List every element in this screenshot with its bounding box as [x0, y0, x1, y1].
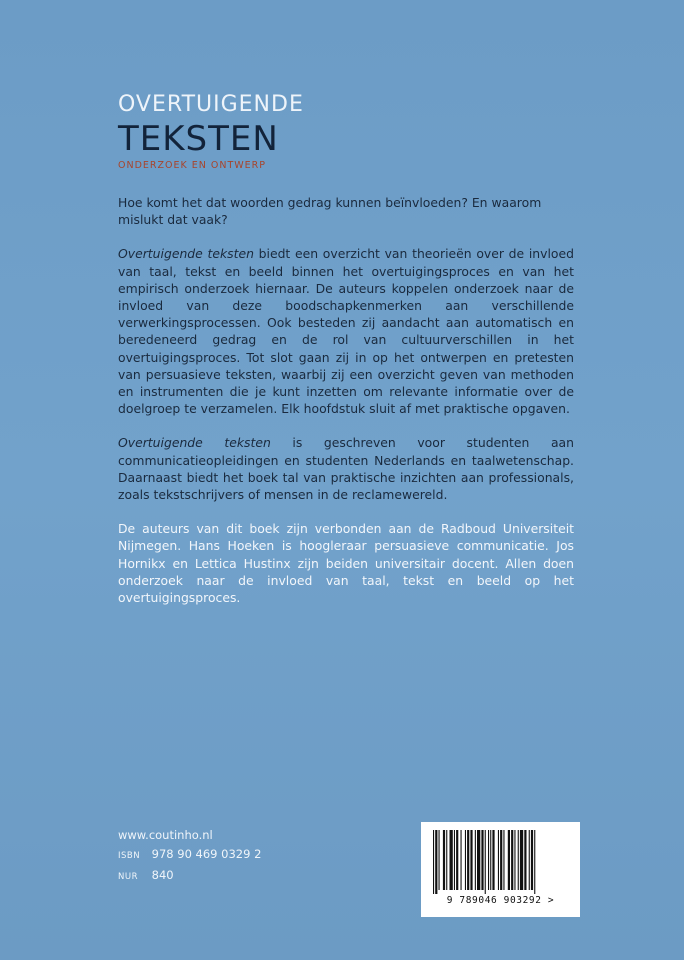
nur-value: 840 — [151, 868, 174, 882]
barcode-bar — [534, 830, 535, 894]
barcode-bar — [477, 830, 480, 890]
barcode-bar — [531, 830, 533, 890]
title-line-2: TEKSTEN — [118, 119, 279, 159]
barcode-digits: 9 789046 903292 > — [446, 895, 555, 906]
barcode-bar — [490, 830, 491, 890]
barcode-bar — [454, 830, 455, 890]
blurb-paragraph-3-text: is geschreven voor studenten aan communicatieopleidingen en studenten Nederlands en taalwetenschap. Daarnaast biedt het boek tal van praktische inzichten aan professionals, zoals tekstschrijvers of mensen in de reclamewereld. — [118, 435, 574, 503]
barcode-bar — [461, 830, 462, 890]
title-block — [118, 92, 304, 171]
barcode — [421, 822, 580, 917]
title-line-1: OVERTUIGENDE — [118, 92, 304, 117]
barcode-bar — [508, 830, 510, 890]
barcode-bar — [492, 830, 494, 890]
book-title-italic: Overtuigende teksten — [118, 246, 254, 262]
nur-label: NUR — [118, 872, 138, 882]
barcode-bar — [485, 830, 486, 894]
barcode-bar — [433, 830, 434, 894]
barcode-bar — [511, 830, 513, 890]
barcode-bar — [514, 830, 515, 890]
barcode-bar — [470, 830, 472, 890]
isbn-label: ISBN — [118, 851, 141, 861]
blurb-lead: Hoe komt het dat woorden gedrag kunnen beïnvloeden? En waarom mislukt dat vaak? — [118, 195, 542, 228]
blurb-paragraph-2 — [118, 245, 574, 417]
barcode-bar — [456, 830, 458, 890]
barcode-bar — [488, 830, 489, 890]
blurb-paragraph-3 — [118, 434, 574, 503]
nur-line — [118, 866, 261, 887]
isbn-value: 978 90 469 0329 2 — [151, 847, 262, 861]
isbn-line — [118, 845, 261, 866]
barcode-bar — [498, 830, 499, 890]
barcode-bar — [443, 830, 445, 890]
barcode-bar — [446, 830, 447, 890]
barcode-bar — [481, 830, 483, 890]
barcode-bar — [435, 830, 437, 894]
barcode-bar — [518, 830, 519, 890]
barcode-bar — [500, 830, 502, 890]
book-title-italic: Overtuigende teksten — [118, 435, 271, 451]
blurb-paragraph-2-text: biedt een overzicht van theorieën over de invloed van taal, tekst en beeld binnen het overtuigingsproces en van het empirisch onderzoek hiernaar. De auteurs koppelen onderzoek naar de invloed van deze boodschapkenmerken aan verschillende verwerkingsprocessen. Ook besteden zij aandacht aan automatisch en beredeneerd gedrag en de rol van cultuurverschillen in het overtuigingsproces. Tot slot gaan zij in op het ontwerpen en pretesten van persuasieve teksten, waarbij zij een overzicht geven van methoden en instrumenten die je kunt inzetten om relevante informatie over de doelgroep te verzamelen. Elk hoofdstuk sluit af met praktische opgaven. — [118, 246, 575, 417]
barcode-bar — [439, 830, 440, 890]
authors-paragraph: De auteurs van dit boek zijn verbonden aan de Radboud Universiteit Nijmegen. Hans Hoeken is hoogleraar persuasieve communicatie. Jos Hornikx en Lettica Hustinx zijn beiden universitair docent. Allen doen onderzoek naar de invloed van taal, tekst en beeld op het overtuigingsproces. — [118, 521, 574, 606]
barcode-bar — [529, 830, 530, 890]
website-link[interactable]: www.coutinho.nl — [118, 828, 213, 842]
blurb — [118, 194, 574, 623]
barcode-bar — [465, 830, 466, 890]
subtitle: ONDERZOEK EN ONTWERP — [118, 160, 266, 171]
barcode-bar — [467, 830, 469, 890]
publication-info — [118, 826, 261, 887]
barcode-bar — [520, 830, 523, 890]
barcode-bar — [503, 830, 504, 890]
barcode-bar — [524, 830, 526, 890]
barcode-bar — [450, 830, 453, 890]
barcode-bar — [475, 830, 476, 890]
barcode-bars — [429, 830, 572, 894]
